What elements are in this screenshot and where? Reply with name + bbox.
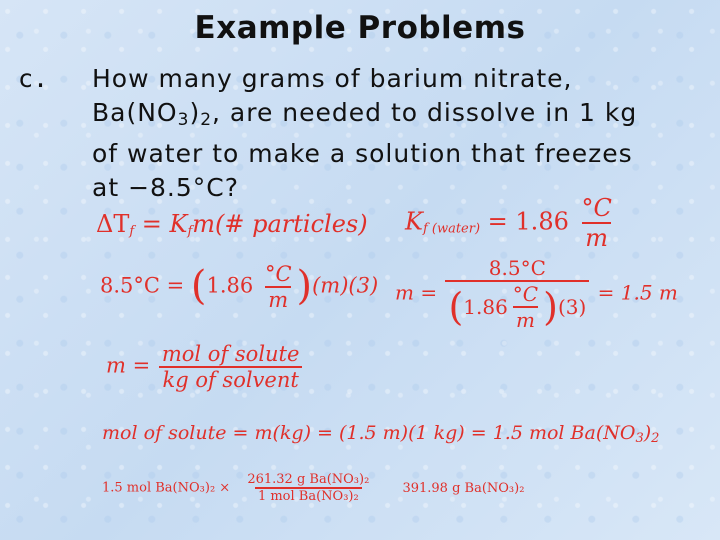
eq-sub: f (129, 224, 135, 239)
eq-text: 8.5°C = (100, 273, 191, 298)
frac-den: m (513, 306, 538, 332)
eq-sub: f (water) (422, 221, 481, 237)
eq-text: 1.86 (206, 273, 254, 298)
fraction (262, 262, 295, 312)
formula-text: Ba(NO (92, 98, 178, 127)
question-line-4: at −8.5°C? (92, 173, 239, 202)
subscript: 3 (177, 110, 190, 130)
eq-text: (3) (557, 295, 587, 319)
paren: ( (190, 263, 207, 310)
question-text-fragment: , are needed to dissolve in 1 kg (212, 98, 638, 127)
eq-text: 391.98 g Ba(NO₃)₂ (402, 480, 525, 496)
frac-den: m (265, 286, 291, 312)
question-line-2 (92, 96, 692, 137)
kf-water-equation (405, 194, 617, 252)
molality-definition (106, 342, 304, 392)
freezing-point-equation (96, 210, 368, 239)
frac-num: °C (264, 262, 292, 286)
paren: ) (543, 285, 558, 329)
frac-den (445, 280, 589, 332)
frac-den: m (582, 222, 611, 252)
question-line-1: How many grams of barium nitrate, (92, 64, 573, 93)
frac-num: °C (581, 194, 612, 222)
paren: ) (296, 263, 313, 310)
slide-title: Example Problems (194, 10, 526, 46)
eq-text: = 1.5 m (597, 280, 678, 305)
eq-sub: f (187, 224, 193, 239)
eq-text: 1.86 (463, 295, 508, 319)
fraction (445, 256, 589, 332)
eq-text: mol of solute = m(kg) = (1.5 m)(1 kg) = 1.5 mol Ba(NO (102, 422, 636, 444)
eq-sub: 3 (635, 431, 644, 446)
fraction (159, 342, 303, 392)
frac-num: 8.5°C (488, 256, 546, 280)
eq-text: m = (395, 280, 444, 305)
eq-text: ) (643, 422, 652, 444)
molality-solution-equation (395, 256, 678, 332)
question-line-3: of water to make a solution that freezes (92, 139, 633, 168)
question-text (92, 62, 692, 205)
eq-text: K (405, 207, 423, 236)
eq-sub: 2 (651, 431, 660, 446)
frac-num: mol of solute (161, 342, 300, 366)
eq-text: = K (134, 210, 188, 238)
item-label: c. (18, 64, 49, 93)
frac-num: 261.32 g Ba(NO₃)₂ (247, 472, 370, 487)
fraction (579, 194, 615, 252)
frac-num: °C (512, 282, 539, 306)
fraction (244, 472, 372, 504)
substitution-equation (100, 262, 378, 312)
paren: ( (448, 285, 464, 329)
mass-conversion-equation (102, 472, 524, 504)
eq-text: m(# particles) (192, 210, 368, 238)
subscript: 2 (200, 110, 213, 130)
eq-text: = 1.86 (480, 207, 569, 236)
formula-text: ) (189, 98, 201, 127)
eq-text: 1.5 mol Ba(NO₃)₂ × (102, 480, 231, 496)
eq-text: (m)(3) (312, 273, 379, 298)
eq-text: ΔT (96, 210, 130, 238)
fraction (510, 282, 541, 332)
eq-text: m = (106, 353, 157, 378)
frac-den: 1 mol Ba(NO₃)₂ (255, 487, 362, 504)
moles-solute-equation (102, 422, 659, 446)
frac-den: kg of solvent (159, 366, 301, 392)
